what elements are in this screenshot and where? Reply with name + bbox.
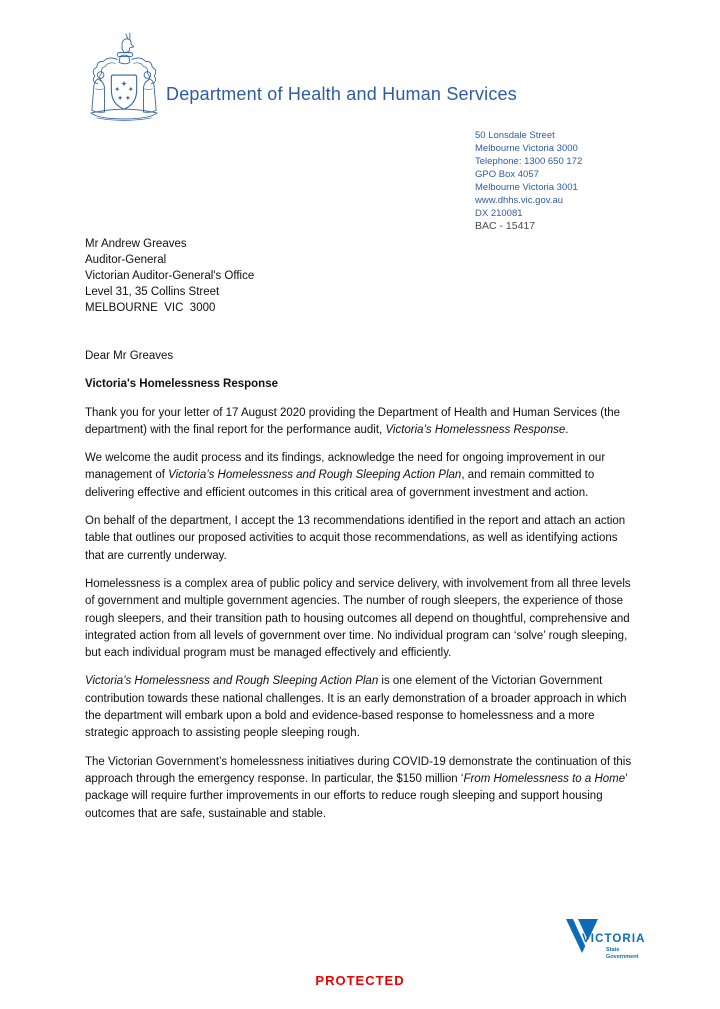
recipient-address-line: Auditor-General <box>85 254 167 266</box>
classification-marking: PROTECTED <box>315 973 405 988</box>
letter-body <box>85 348 639 823</box>
recipient-address-line: Victorian Auditor-General's Office <box>85 270 255 282</box>
letter-paragraph: Thank you for your letter of 17 August 2020 providing the Department of Health and Human Services (the department) with the final report for the performance audit, Victoria’s Homelessness Response. <box>85 406 621 436</box>
letter-paragraph: Homelessness is a complex area of public policy and service delivery, with involvement from all three levels of government and multiple government agencies. The number of rough sleepers, the experience of those rough sleepers, and their transition path to housing outcomes all depend on thoughtful, comprehensive and integrated action from all levels of government over time. No individual program can ‘solve’ rough sleeping, but each individual program must be managed effectively and efficiently. <box>85 577 631 660</box>
recipient-address-line: Mr Andrew Greaves <box>85 238 187 250</box>
contact-line: 50 Lonsdale Street <box>475 130 555 141</box>
subject-line: Victoria's Homelessness Response <box>85 378 279 391</box>
paragraphs <box>85 405 639 823</box>
victoria-logo-subtext: State Government <box>606 947 639 960</box>
contact-block <box>475 129 582 220</box>
contact-line: Telephone: 1300 650 172 <box>475 156 583 167</box>
victoria-coat-of-arms-logo <box>85 29 163 125</box>
contact-line: www.dhhs.vic.gov.au <box>475 195 564 206</box>
contact-line: Melbourne Victoria 3000 <box>475 143 578 154</box>
letter-paragraph: The Victorian Government’s homelessness initiatives during COVID-19 demonstrate the continuation of this approach through the emergency response. In particular, the $150 million ‘From Homelessness to a Home’ package will require further improvements in our efforts to reduce rough sleeping and support housing outcomes that are safe, sustainable and stable. <box>85 755 632 820</box>
letter-paragraph: On behalf of the department, I accept the 13 recommendations identified in the report and attach an action table that outlines our proposed activities to acquit those recommendations, as well as identifying actions that are currently underway. <box>85 515 626 562</box>
letter-paragraph: We welcome the audit process and its findings, acknowledge the need for ongoing improvement in our management of Victoria’s Homelessness and Rough Sleeping Action Plan, and remain committed to delivering effective and efficient outcomes in this critical area of government investment and action. <box>85 452 606 499</box>
recipient-address-line: MELBOURNE VIC 3000 <box>85 302 216 314</box>
contact-line: GPO Box 4057 <box>475 169 539 180</box>
victoria-logo-text: VICTORIA <box>582 933 646 945</box>
letter-paragraph: Victoria’s Homelessness and Rough Sleeping Action Plan is one element of the Victorian Government contribution towards these national challenges. It is an early demonstration of a broader approach in which the department will embark upon a bold and evidence-based response to homelessness and a more strategic approach to assisting people sleeping rough. <box>85 675 627 740</box>
contact-line: Melbourne Victoria 3001 <box>475 182 578 193</box>
salutation: Dear Mr Greaves <box>85 350 174 362</box>
contact-line: DX 210081 <box>475 208 523 219</box>
victoria-state-government-logo <box>566 915 656 967</box>
recipient-address <box>85 236 254 316</box>
reference-number: BAC - 15417 <box>475 220 536 232</box>
org-title: Department of Health and Human Services <box>166 84 517 104</box>
recipient-address-line: Level 31, 35 Collins Street <box>85 286 220 298</box>
